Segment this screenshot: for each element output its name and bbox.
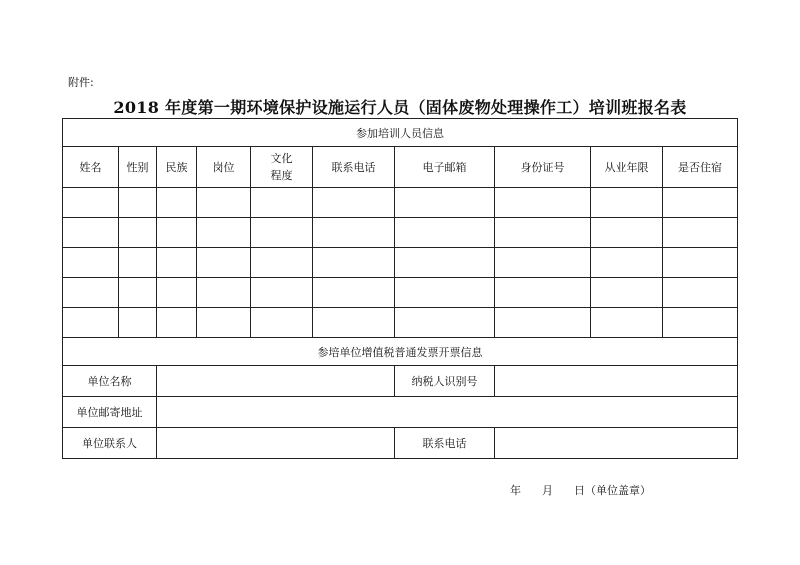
table-row	[63, 188, 738, 218]
contact-phone-label: 联系电话	[395, 428, 495, 459]
table-cell[interactable]	[197, 278, 251, 308]
table-cell[interactable]	[197, 308, 251, 338]
table-cell[interactable]	[395, 248, 495, 278]
day-label: 日	[573, 484, 585, 497]
table-cell[interactable]	[591, 248, 663, 278]
table-cell[interactable]	[157, 308, 197, 338]
table-cell[interactable]	[119, 248, 157, 278]
table-cell[interactable]	[251, 248, 313, 278]
table-cell[interactable]	[395, 308, 495, 338]
table-cell[interactable]	[663, 188, 738, 218]
table-cell[interactable]	[119, 218, 157, 248]
column-years-experience: 从业年限	[591, 147, 663, 188]
table-cell[interactable]	[495, 188, 591, 218]
table-cell[interactable]	[395, 278, 495, 308]
table-cell[interactable]	[157, 248, 197, 278]
table-cell[interactable]	[63, 218, 119, 248]
column-education	[251, 147, 313, 188]
contact-person-value[interactable]	[157, 428, 395, 459]
table-cell[interactable]	[495, 218, 591, 248]
table-cell[interactable]	[157, 188, 197, 218]
unit-name-label: 单位名称	[63, 366, 157, 397]
column-id-number: 身份证号	[495, 147, 591, 188]
table-row	[63, 308, 738, 338]
table-cell[interactable]	[63, 278, 119, 308]
form-title: 2018 年度第一期环境保护设施运行人员（固体废物处理操作工）培训班报名表	[113, 98, 687, 117]
invoice-section-header: 参培单位增值税普通发票开票信息	[63, 338, 738, 366]
attachment-label: 附件:	[68, 76, 94, 89]
table-cell[interactable]	[63, 308, 119, 338]
table-cell[interactable]	[663, 248, 738, 278]
column-phone: 联系电话	[313, 147, 395, 188]
table-cell[interactable]	[591, 218, 663, 248]
column-education-line2: 程度	[270, 169, 293, 182]
table-cell[interactable]	[495, 308, 591, 338]
table-row	[63, 278, 738, 308]
table-cell[interactable]	[119, 278, 157, 308]
column-position: 岗位	[197, 147, 251, 188]
column-name: 姓名	[63, 147, 119, 188]
month-label: 月	[541, 484, 553, 497]
unit-name-value[interactable]	[157, 366, 395, 397]
mailing-address-label: 单位邮寄地址	[63, 397, 157, 428]
table-cell[interactable]	[251, 278, 313, 308]
stamp-note: （单位盖章）	[584, 484, 651, 497]
table-cell[interactable]	[591, 278, 663, 308]
column-education-line1: 文化	[270, 152, 293, 165]
table-cell[interactable]	[157, 278, 197, 308]
table-row	[63, 248, 738, 278]
year-label: 年	[510, 484, 521, 497]
taxpayer-id-label: 纳税人识别号	[395, 366, 495, 397]
table-cell[interactable]	[63, 188, 119, 218]
contact-person-label: 单位联系人	[63, 428, 157, 459]
table-cell[interactable]	[119, 308, 157, 338]
table-cell[interactable]	[313, 308, 395, 338]
column-gender: 性别	[119, 147, 157, 188]
table-cell[interactable]	[197, 248, 251, 278]
column-ethnicity: 民族	[157, 147, 197, 188]
date-stamp-line	[510, 482, 651, 498]
table-cell[interactable]	[313, 218, 395, 248]
column-accommodation: 是否住宿	[663, 147, 738, 188]
contact-phone-value[interactable]	[495, 428, 738, 459]
table-cell[interactable]	[313, 188, 395, 218]
table-cell[interactable]	[591, 308, 663, 338]
table-cell[interactable]	[663, 218, 738, 248]
table-cell[interactable]	[197, 218, 251, 248]
table-cell[interactable]	[395, 218, 495, 248]
table-cell[interactable]	[495, 248, 591, 278]
table-cell[interactable]	[591, 188, 663, 218]
table-cell[interactable]	[663, 308, 738, 338]
column-email: 电子邮箱	[395, 147, 495, 188]
table-cell[interactable]	[251, 188, 313, 218]
registration-table	[62, 118, 738, 459]
table-cell[interactable]	[313, 278, 395, 308]
table-cell[interactable]	[251, 218, 313, 248]
table-cell[interactable]	[395, 188, 495, 218]
table-cell[interactable]	[251, 308, 313, 338]
table-cell[interactable]	[495, 278, 591, 308]
taxpayer-id-value[interactable]	[495, 366, 738, 397]
table-row	[63, 218, 738, 248]
table-cell[interactable]	[157, 218, 197, 248]
table-cell[interactable]	[663, 278, 738, 308]
table-cell[interactable]	[119, 188, 157, 218]
trainee-section-header: 参加培训人员信息	[63, 119, 738, 147]
mailing-address-value[interactable]	[157, 397, 738, 428]
table-cell[interactable]	[63, 248, 119, 278]
table-cell[interactable]	[197, 188, 251, 218]
table-cell[interactable]	[313, 248, 395, 278]
